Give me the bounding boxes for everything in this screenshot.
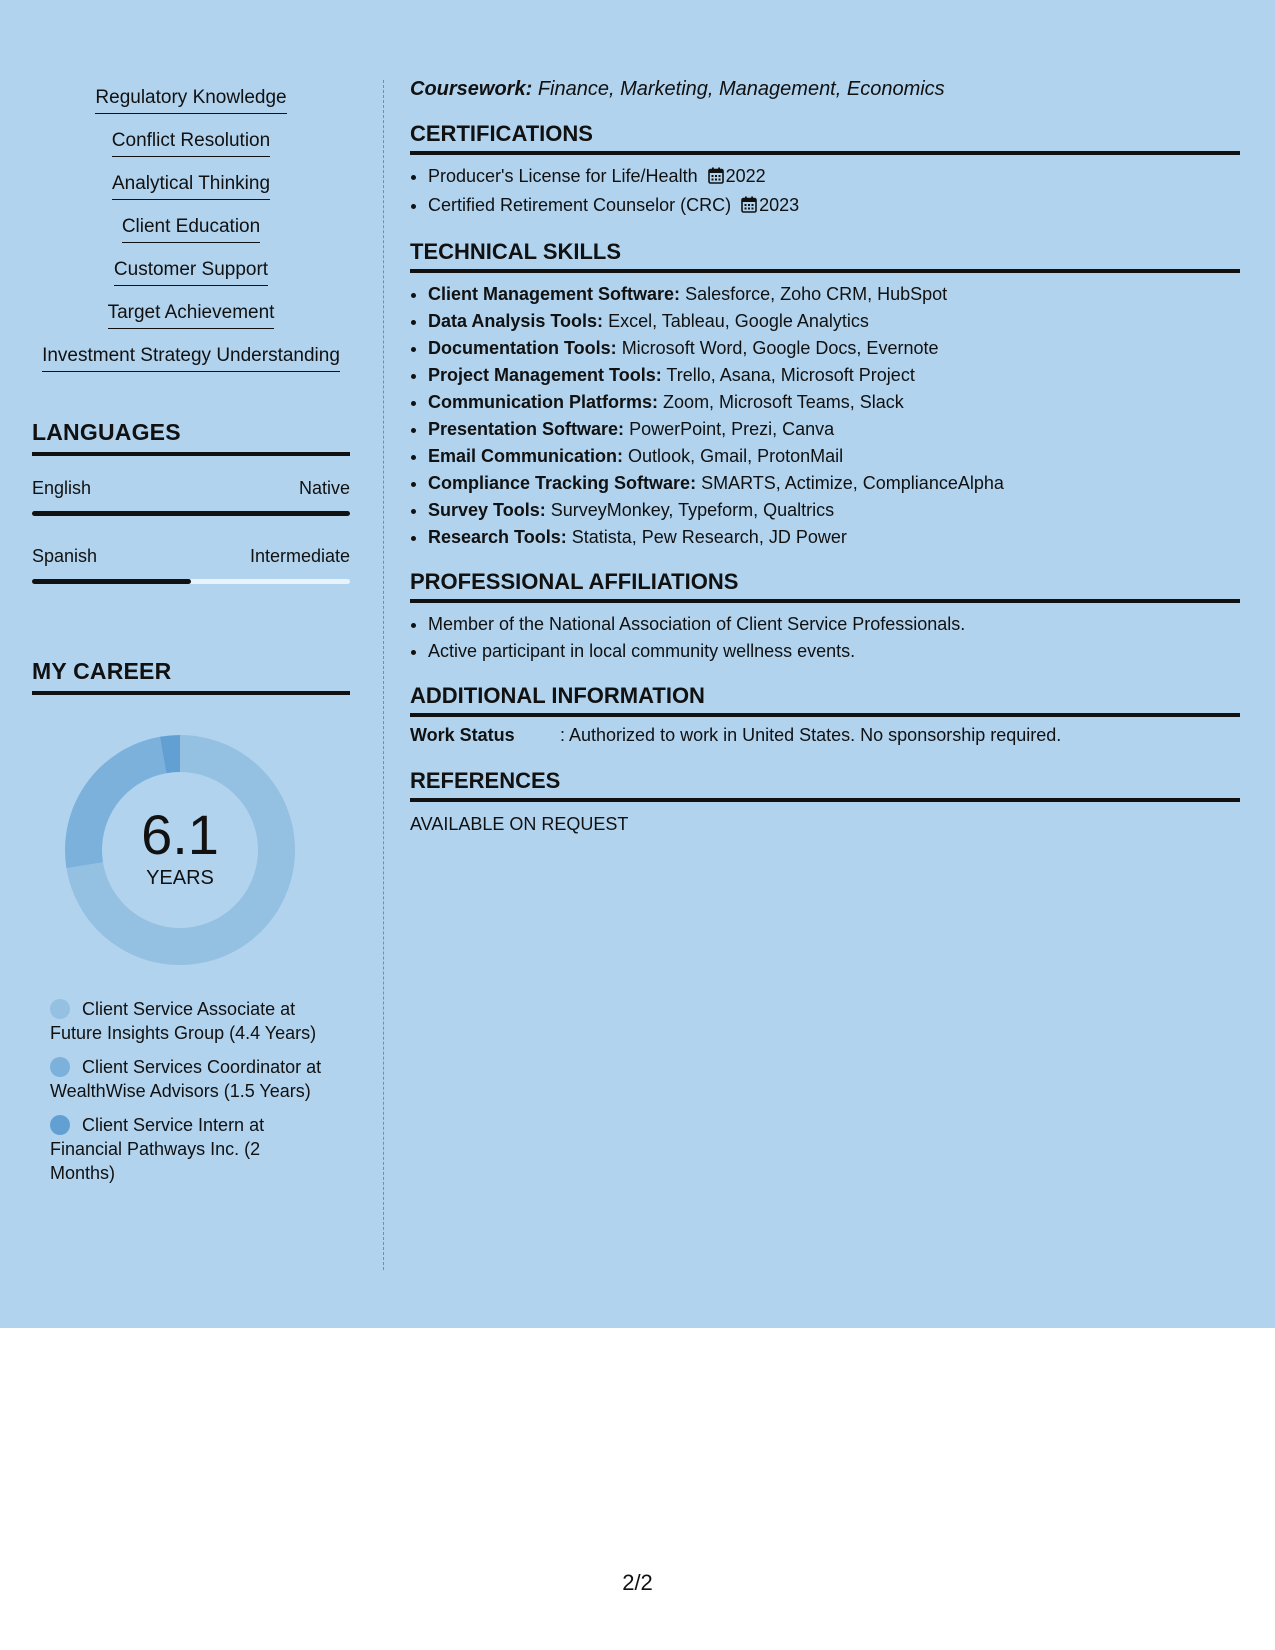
technical-skill-value: Statista, Pew Research, JD Power xyxy=(571,527,847,547)
technical-skill-label: Documentation Tools: xyxy=(428,338,617,358)
technical-skill-value: Excel, Tableau, Google Analytics xyxy=(608,311,869,331)
skill-item: Conflict Resolution xyxy=(112,130,270,157)
career-donut-chart xyxy=(65,735,295,965)
language-proficiency-fill xyxy=(32,579,191,584)
certification-name: Producer's License for Life/Health xyxy=(428,166,698,186)
work-status-label: Work Status xyxy=(410,725,515,745)
technical-skill-item xyxy=(428,362,1240,389)
technical-skill-label: Email Communication: xyxy=(428,446,624,466)
technical-skill-value: Trello, Asana, Microsoft Project xyxy=(666,365,915,385)
language-level: Intermediate xyxy=(249,546,350,566)
affiliations-list xyxy=(410,611,1240,665)
legend-dot-icon xyxy=(50,1115,70,1135)
skill-item: Client Education xyxy=(122,216,260,243)
coursework-value: Finance, Marketing, Management, Economics xyxy=(537,78,945,100)
legend-dot-icon xyxy=(50,999,70,1019)
legend-item xyxy=(50,1113,330,1185)
technical-skill-label: Client Management Software: xyxy=(428,284,681,304)
coursework-label: Coursework: xyxy=(410,78,533,100)
skill-item: Target Achievement xyxy=(108,302,275,329)
legend-item xyxy=(50,997,330,1045)
technical-skill-value: SMARTS, Actimize, ComplianceAlpha xyxy=(701,473,1004,493)
work-status-row xyxy=(410,725,1240,746)
right-column xyxy=(410,78,1240,835)
technical-skill-label: Project Management Tools: xyxy=(428,365,662,385)
career-total-years: 6.1 xyxy=(141,803,219,866)
coursework xyxy=(410,78,1240,101)
certification-year: 2022 xyxy=(725,166,766,186)
skill-item: Investment Strategy Understanding xyxy=(42,345,340,372)
language-proficiency-fill xyxy=(32,511,350,516)
skills-list xyxy=(32,80,350,381)
technical-skill-item xyxy=(428,308,1240,335)
page-number: 2/2 xyxy=(622,1570,653,1595)
affiliation-item: • Active participant in local community wellness events. xyxy=(428,638,1240,665)
calendar-icon xyxy=(708,165,724,192)
legend-label: Client Service Intern at Financial Pathways Inc. (2 Months) xyxy=(50,1115,265,1183)
technical-skill-item xyxy=(428,524,1240,551)
language-proficiency-bar xyxy=(32,579,350,584)
language-name: Spanish xyxy=(32,546,98,566)
technical-skill-label: Presentation Software: xyxy=(428,419,625,439)
affiliations-title: PROFESSIONAL AFFILIATIONS xyxy=(410,569,1240,603)
technical-skill-item xyxy=(428,497,1240,524)
language-row xyxy=(32,546,350,567)
references-value: AVAILABLE ON REQUEST xyxy=(410,814,629,834)
certification-year: 2023 xyxy=(759,195,800,215)
skill-item: Analytical Thinking xyxy=(112,173,270,200)
technical-skill-label: Survey Tools: xyxy=(428,500,546,520)
language-proficiency-bar xyxy=(32,511,350,516)
references-title: REFERENCES xyxy=(410,768,1240,802)
legend-label: Client Services Coordinator at WealthWise Advisors (1.5 Years) xyxy=(50,1057,322,1101)
technical-skill-value: Microsoft Word, Google Docs, Evernote xyxy=(621,338,939,358)
technical-skill-value: Outlook, Gmail, ProtonMail xyxy=(628,446,844,466)
technical-skill-item xyxy=(428,416,1240,443)
technical-skill-item xyxy=(428,443,1240,470)
languages-section xyxy=(32,419,350,584)
column-divider xyxy=(383,80,384,1270)
technical-skill-item xyxy=(428,470,1240,497)
left-column xyxy=(32,80,350,1195)
technical-skill-label: Communication Platforms: xyxy=(428,392,659,412)
skill-item: Regulatory Knowledge xyxy=(95,87,286,114)
certifications-title: CERTIFICATIONS xyxy=(410,121,1240,155)
certifications-list xyxy=(410,163,1240,221)
work-status-value: : Authorized to work in United States. No sponsorship required. xyxy=(560,725,1062,745)
technical-skill-value: Zoom, Microsoft Teams, Slack xyxy=(663,392,904,412)
calendar-icon xyxy=(741,194,757,221)
legend-dot-icon xyxy=(50,1057,70,1077)
certification-item xyxy=(428,163,1240,192)
technical-skill-label: Compliance Tracking Software: xyxy=(428,473,697,493)
technical-skill-item xyxy=(428,335,1240,362)
skill-item: Customer Support xyxy=(114,259,268,286)
career-years-unit: YEARS xyxy=(146,867,214,889)
languages-title: LANGUAGES xyxy=(32,419,350,456)
language-row xyxy=(32,478,350,499)
affiliation-item: • Member of the National Association of Client Service Professionals. xyxy=(428,611,1240,638)
technical-skills-title: TECHNICAL SKILLS xyxy=(410,239,1240,273)
technical-skill-value: PowerPoint, Prezi, Canva xyxy=(629,419,835,439)
certification-item xyxy=(428,192,1240,221)
technical-skill-value: SurveyMonkey, Typeform, Qualtrics xyxy=(550,500,835,520)
technical-skill-value: Salesforce, Zoho CRM, HubSpot xyxy=(685,284,948,304)
additional-info-title: ADDITIONAL INFORMATION xyxy=(410,683,1240,717)
legend-item xyxy=(50,1055,330,1103)
technical-skill-label: Data Analysis Tools: xyxy=(428,311,604,331)
legend-label: Client Service Associate at Future Insights Group (4.4 Years) xyxy=(50,999,317,1043)
technical-skills-list xyxy=(410,281,1240,551)
certification-name: Certified Retirement Counselor (CRC) xyxy=(428,195,732,215)
language-level: Native xyxy=(298,478,350,498)
technical-skill-item xyxy=(428,281,1240,308)
career-title: MY CAREER xyxy=(32,658,350,695)
career-section xyxy=(32,658,350,1185)
career-legend xyxy=(50,997,330,1185)
technical-skill-item xyxy=(428,389,1240,416)
technical-skill-label: Research Tools: xyxy=(428,527,567,547)
language-name: English xyxy=(32,478,92,498)
